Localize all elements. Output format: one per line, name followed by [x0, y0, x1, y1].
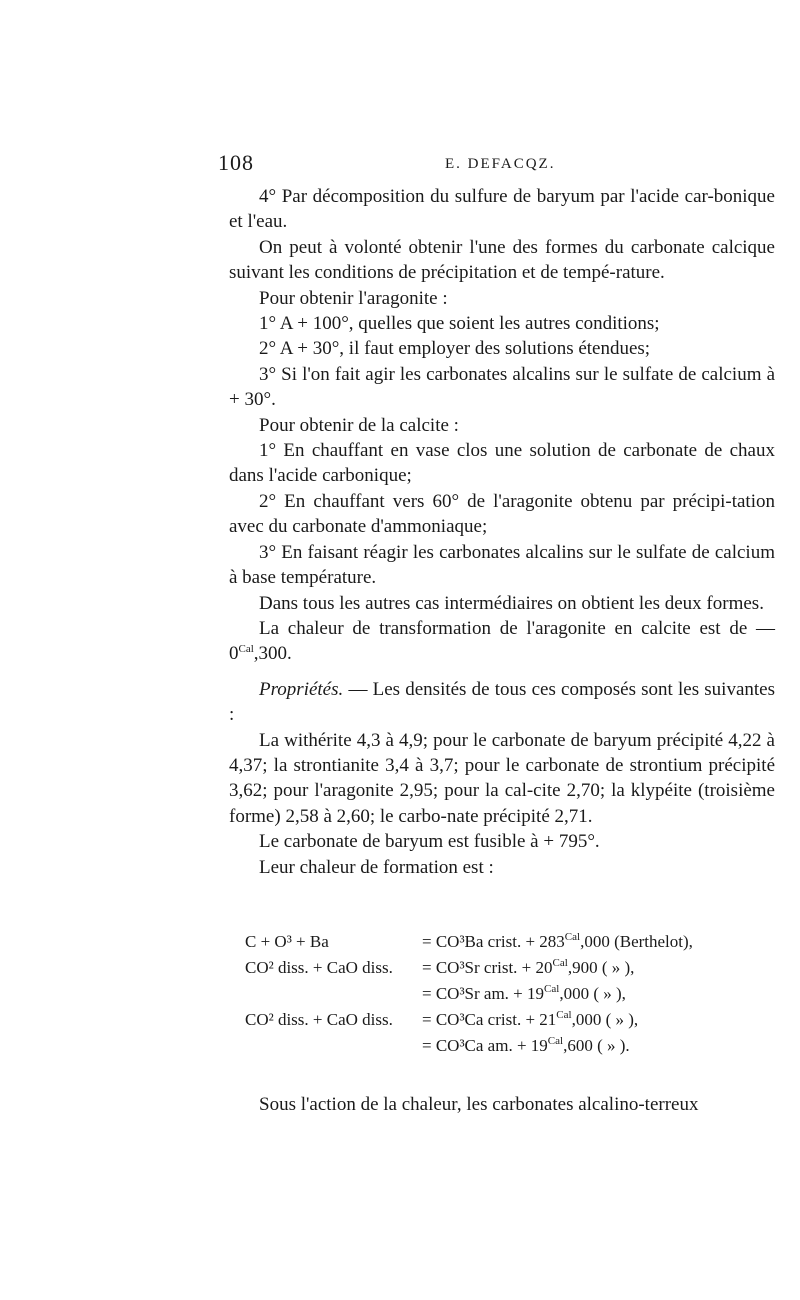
running-head-author: E. DEFACQZ. — [445, 156, 556, 172]
list-item: 2° En chauffant vers 60° de l'aragonite obtenu par précipi-tation avec du carbonate d'ammoniaque; — [229, 490, 775, 538]
equation-row: C + O³ + Ba = CO³Ba crist. + $283^{Cal},000$ (Berthelot), — [245, 931, 693, 951]
list-item: 1° En chauffant en vase clos une solution de carbonate de chaux dans l'acide carbonique; — [229, 440, 775, 487]
equation-row: = CO³Ca am. + $19^{Cal},600$ ( » ). — [422, 1035, 630, 1055]
section-paragraph: Propriétés. — Les densités de tous ces composés sont les suivantes : — [229, 678, 775, 726]
paragraph: Le carbonate de baryum est fusible à + 795°. — [259, 831, 600, 853]
list-item: 2° A + 30°, il faut employer des solutions étendues; — [259, 338, 651, 360]
list-item: 3° Si l'on fait agir les carbonates alcalins sur le sulfate de calcium à + 30°. — [229, 363, 775, 411]
closing-line: Sous l'action de la chaleur, les carbonates alcalino-terreux — [259, 1094, 699, 1115]
paragraph: La withérite 4,3 à 4,9; pour le carbonate de baryum précipité 4,22 à 4,37; la strontianite 3,4 à 3,7; pour le carbonate de strontium précipité 3,62; pour l'aragonite 2,95; pour la cal-cite 2,70; la klypéite (troisième forme) 2,58 à 2,60; le carbo-nate précipité 2,71. — [229, 729, 775, 827]
section-label: Propriétés. — [259, 678, 344, 700]
equation-row: CO² diss. + CaO diss. = CO³Ca crist. + $21^{Cal},000$ ( » ), — [245, 1009, 639, 1029]
paragraph: Dans tous les autres cas intermédiaires on obtient les deux formes. — [259, 592, 764, 614]
paragraph: 4° Par décomposition du sulfure de baryum par l'acide car-bonique et l'eau. — [229, 186, 775, 233]
paragraph: Pour obtenir l'aragonite : — [259, 287, 448, 309]
equation-row: = CO³Sr am. + $19^{Cal},000$ ( » ), — [422, 983, 626, 1003]
paragraph: La chaleur de transformation de l'aragonite en calcite est de — $0^{Cal},300$. — [229, 617, 775, 665]
paragraph: On peut à volonté obtenir l'une des formes du carbonate calcique suivant les conditions de précipitation et de tempé-rature. — [229, 236, 775, 284]
page-number: 108 — [218, 150, 254, 175]
equations-block — [229, 932, 779, 1062]
body-text — [229, 184, 775, 880]
equation-row: CO² diss. + CaO diss. = CO³Sr crist. + $20^{Cal},900$ ( » ), — [245, 957, 635, 977]
running-head — [218, 150, 775, 180]
paragraph: Leur chaleur de formation est : — [259, 856, 494, 878]
paragraph: Pour obtenir de la calcite : — [259, 414, 459, 436]
list-item: 3° En faisant réagir les carbonates alcalins sur le sulfate de calcium à base température. — [229, 541, 775, 589]
list-item: 1° A + 100°, quelles que soient les autres conditions; — [259, 313, 660, 335]
